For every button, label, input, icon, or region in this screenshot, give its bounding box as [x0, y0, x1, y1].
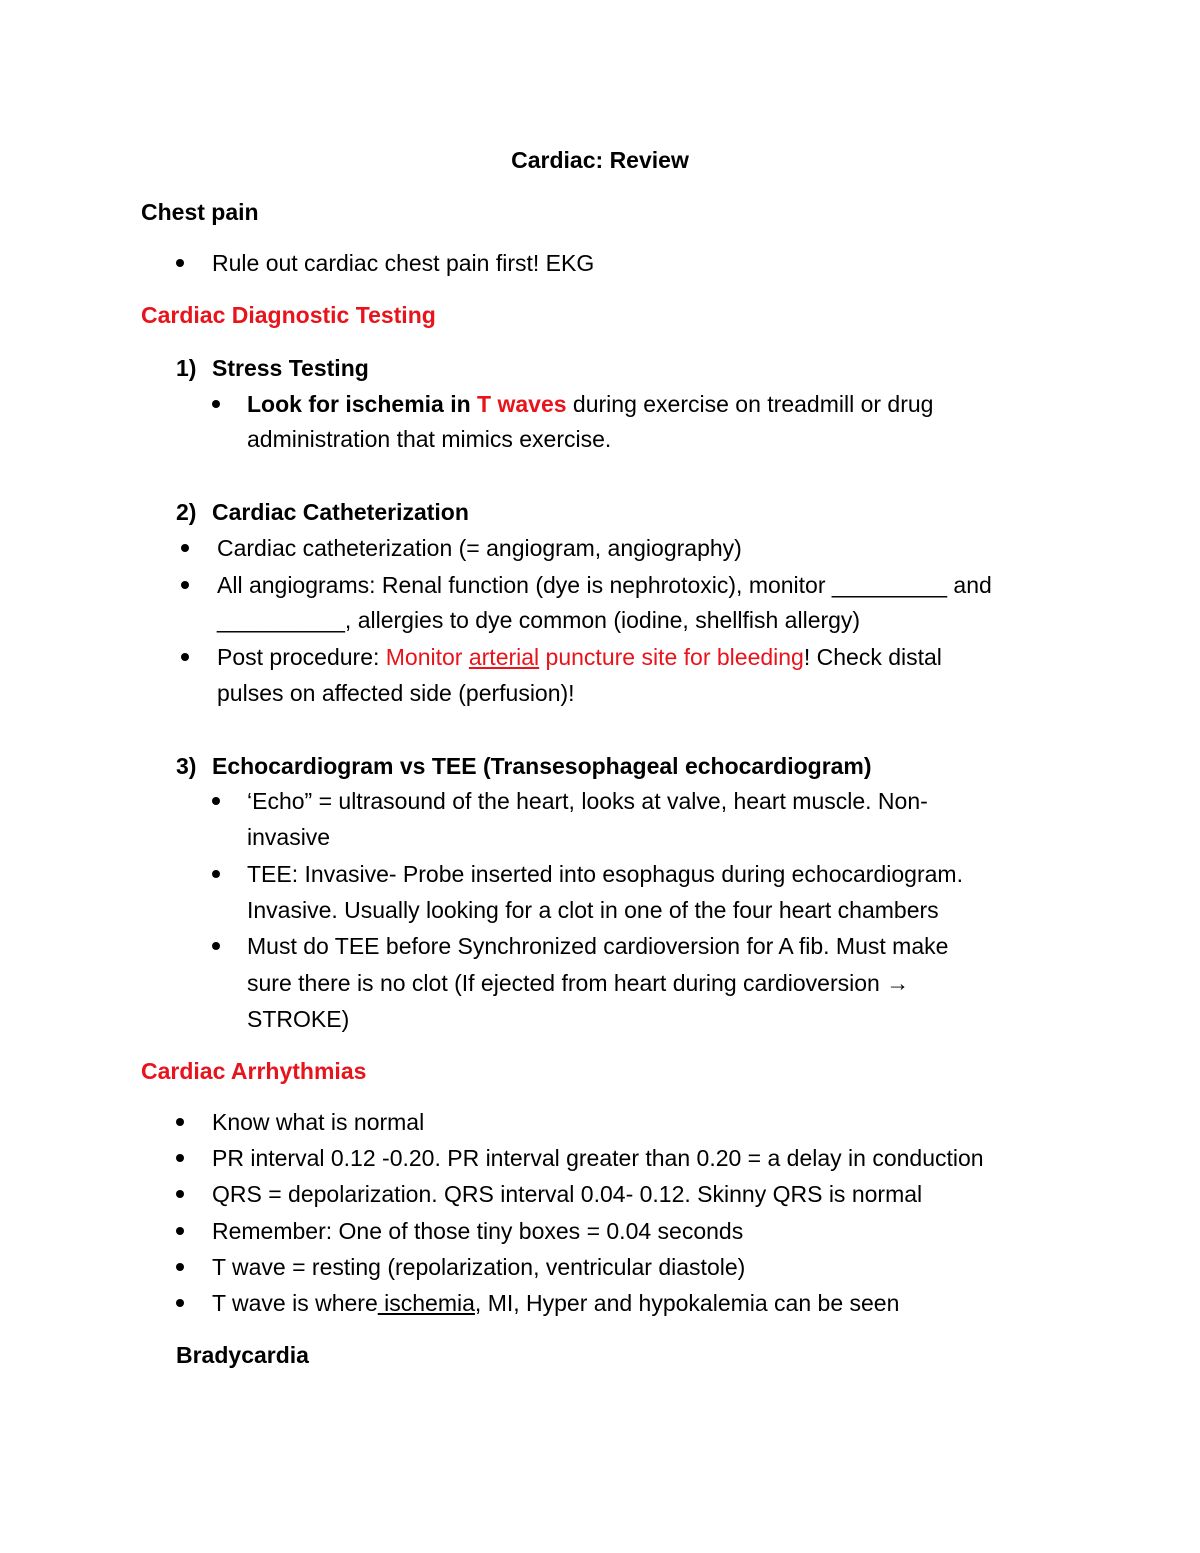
- bullet-icon: [181, 544, 189, 552]
- post-procedure-text: Post procedure:: [217, 644, 386, 670]
- diagnostic-heading: Cardiac Diagnostic Testing: [141, 302, 436, 328]
- page-title: Cardiac: Review: [511, 147, 689, 173]
- t-wave-where-text: T wave is where: [212, 1290, 378, 1316]
- list-number: 1): [176, 355, 197, 381]
- arrhythmia-item: Remember: One of those tiny boxes = 0.04 seconds: [212, 1218, 744, 1244]
- list-number: 3): [176, 753, 197, 779]
- bullet-icon: [176, 1190, 184, 1198]
- stress-testing-heading: Stress Testing: [212, 355, 369, 381]
- cath-item: All angiograms: Renal function (dye is nephrotoxic), monitor _________ and: [217, 572, 992, 598]
- echo-item-cont: Invasive. Usually looking for a clot in one of the four heart chambers: [247, 897, 939, 923]
- arrhythmia-item: T wave = resting (repolarization, ventricular diastole): [212, 1254, 746, 1280]
- bullet-icon: [181, 581, 189, 589]
- arrhythmias-heading: Cardiac Arrhythmias: [141, 1058, 367, 1084]
- arrhythmia-item: QRS = depolarization. QRS interval 0.04- 0.12. Skinny QRS is normal: [212, 1181, 923, 1207]
- list-number: 2): [176, 499, 197, 525]
- cath-item: [217, 642, 942, 672]
- bullet-icon: [176, 259, 184, 267]
- bullet-icon: [212, 400, 220, 408]
- monitor-text: Monitor: [385, 644, 469, 670]
- arrhythmia-item: [212, 1288, 899, 1318]
- bullet-icon: [176, 1154, 184, 1162]
- bullet-icon: [176, 1263, 184, 1271]
- bullet-icon: [212, 870, 220, 878]
- stress-testing-item: [247, 389, 933, 419]
- bleeding-text: puncture site for bleeding: [539, 644, 804, 670]
- check-distal-text: ! Check distal: [803, 644, 942, 670]
- cath-item-cont: pulses on affected side (perfusion)!: [217, 680, 575, 706]
- echo-item: TEE: Invasive- Probe inserted into esophagus during echocardiogram.: [247, 861, 963, 887]
- bullet-icon: [176, 1227, 184, 1235]
- ischemia-text: Look for ischemia in: [247, 391, 478, 417]
- echo-item-cont: sure there is no clot (If ejected from heart during cardioversion →: [247, 970, 910, 996]
- echo-heading: Echocardiogram vs TEE (Transesophageal echocardiogram): [212, 753, 872, 779]
- chest-pain-heading: Chest pain: [141, 199, 259, 225]
- echo-item-cont: invasive: [247, 824, 331, 850]
- bullet-icon: [181, 653, 189, 661]
- cath-item-cont: __________, allergies to dye common (iodine, shellfish allergy): [217, 607, 861, 633]
- arrhythmia-item: PR interval 0.12 -0.20. PR interval greater than 0.20 = a delay in conduction: [212, 1145, 984, 1171]
- bullet-icon: [212, 942, 220, 950]
- hypokalemia-text: , MI, Hyper and hypokalemia can be seen: [474, 1290, 900, 1316]
- bullet-icon: [176, 1299, 184, 1307]
- ischemia-underlined-text: ischemia: [377, 1290, 475, 1316]
- cath-item: Cardiac catheterization (= angiogram, angiography): [217, 535, 742, 561]
- echo-item: ‘Echo” = ultrasound of the heart, looks at valve, heart muscle. Non-: [247, 788, 928, 814]
- catheterization-heading: Cardiac Catheterization: [212, 499, 469, 525]
- echo-item-cont: STROKE): [247, 1006, 350, 1032]
- bradycardia-heading: Bradycardia: [176, 1342, 309, 1368]
- bullet-icon: [212, 797, 220, 805]
- stress-testing-item-cont: administration that mimics exercise.: [247, 426, 612, 452]
- t-waves-text: T waves: [477, 391, 567, 417]
- exercise-text: during exercise on treadmill or drug: [566, 391, 934, 417]
- echo-item: Must do TEE before Synchronized cardioversion for A fib. Must make: [247, 933, 949, 959]
- bullet-icon: [176, 1118, 184, 1126]
- chest-pain-item: Rule out cardiac chest pain first! EKG: [212, 250, 595, 276]
- arterial-text: arterial: [468, 644, 540, 670]
- arrhythmia-item: Know what is normal: [212, 1109, 425, 1135]
